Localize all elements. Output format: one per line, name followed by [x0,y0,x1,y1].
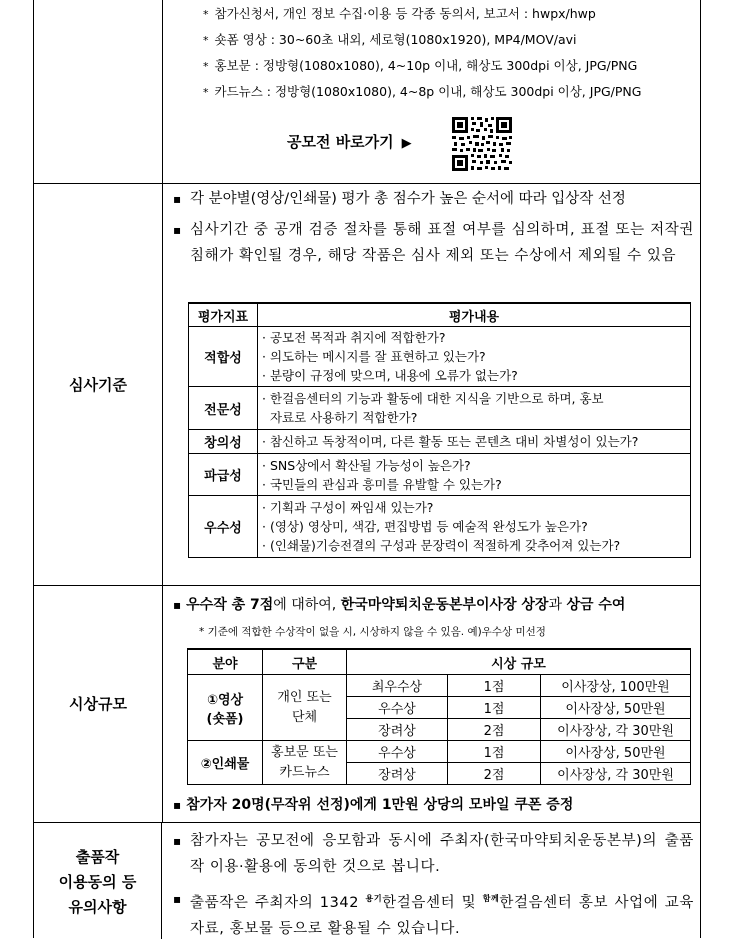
evaluation-table [188,302,691,558]
table-row [189,327,691,387]
usage-section [34,822,700,939]
eval-value: · 기획과 구성이 짜임새 있는가? · (영상) 영상미, 색감, 편집방법 등 예술적 완성도가 높은가? · (인쇄물)기승전결의 구성과 문장력이 적절하게 갖추어져 있는가? [258,496,691,558]
awards-prize: 최우수상 [347,675,448,697]
coupon-line: ▪ 참가자 20명(무작위 선정)에게 1만원 상당의 모바일 쿠폰 증정 [173,797,574,813]
awards-label: 시상규모 [34,586,163,823]
usage-label: 출품작 이용동의 등 유의사항 [34,823,162,939]
awards-prize: 우수상 [347,741,448,763]
submission-item: * 홍보문 : 정방형(1080x1080), 4~10p 이내, 해상도 300dpi 이상, JPG/PNG [203,58,638,73]
awards-content [163,586,700,823]
document-table [33,0,701,938]
awards-reward: 이사장상, 50만원 [541,741,691,763]
submission-item: * 카드뉴스 : 정방형(1080x1080), 4~8p 이내, 해상도 300dpi 이상, JPG/PNG [203,84,642,99]
bullet-icon: ▪ [173,798,182,812]
criteria-bullet: ▪ 심사기간 중 공개 검증 절차를 통해 표절 여부를 심의하며, 표절 또는 저작권 침해가 확인될 경우, 해당 작품은 심사 제외 또는 수상에서 제외될 수 있음 [173,217,694,269]
submission-item: * 참가신청서, 개인 정보 수집·이용 등 각종 동의서, 보고서 : hwpx/hwp [203,6,596,21]
criteria-content [163,184,700,586]
awards-category-individual: 개인 또는 단체 [263,675,347,741]
awards-count: 2점 [448,719,541,741]
submission-content [163,0,700,183]
awards-count: 1점 [448,741,541,763]
table-row [188,675,691,697]
table-row [189,387,691,430]
awards-reward: 이사장상, 각 30만원 [541,719,691,741]
awards-section [34,585,700,823]
awards-prize: 우수상 [347,697,448,719]
table-row [188,741,691,763]
eval-header-content: 평가내용 [258,303,691,327]
bullet-icon: ▪ [173,834,182,848]
eval-value: · 참신하고 독창적이며, 다른 활동 또는 콘텐츠 대비 차별성이 있는가? [258,430,691,454]
bullet-icon: ▪ [173,223,182,237]
awards-field-print: ②인쇄물 [188,741,263,785]
eval-key: 파급성 [189,454,258,496]
eval-key: 창의성 [189,430,258,454]
awards-count: 2점 [448,763,541,785]
criteria-bullet: ▪ 각 분야별(영상/인쇄물) 평가 총 점수가 높은 순서에 따라 입상작 선정 [173,186,694,212]
qr-code-icon[interactable] [451,116,513,172]
awards-header-category: 구분 [263,649,347,675]
usage-content [163,823,700,939]
awards-reward: 이사장상, 100만원 [541,675,691,697]
awards-header-field: 분야 [188,649,263,675]
usage-bullet: ▪ 참가자는 공모전에 응모함과 동시에 주최자(한국마약퇴치운동본부)의 출품작 이용·활용에 동의한 것으로 봅니다. [173,828,694,880]
criteria-label: 심사기준 [34,184,163,586]
contest-shortcut-link[interactable]: 공모전 바로가기 ▶ [287,133,412,151]
awards-table [187,648,691,785]
awards-header-scale: 시상 규모 [347,649,691,675]
awards-count: 1점 [448,697,541,719]
bullet-icon: ▪ [173,192,182,206]
table-row [189,496,691,558]
awards-category-print: 홍보문 또는 카드뉴스 [263,741,347,785]
bullet-icon: ▪ [173,892,182,906]
play-arrow-icon: ▶ [401,136,412,151]
submission-section [34,0,700,183]
bullet-icon: ▪ [173,598,182,612]
usage-bullet: ▪ 출품작은 주최자의 1342 $^{용기}$한걸음센터 및 $^{함께}$한걸음센터 홍보 사업에 교육자료, 홍보물 등으로 활용될 수 있습니다. [173,886,694,942]
awards-prize: 장려상 [347,719,448,741]
submission-label-cell [34,0,163,183]
awards-headline: ▪ 우수작 총 7점에 대하여, 한국마약퇴치운동본부이사장 상장과 상금 수여 [173,597,626,613]
eval-value: · 공모전 목적과 취지에 적합한가? · 의도하는 메시지를 잘 표현하고 있는가? · 분량이 규정에 맞으며, 내용에 오류가 없는가? [258,327,691,387]
eval-key: 적합성 [189,327,258,387]
submission-item: * 숏폼 영상 : 30~60초 내외, 세로형(1080x1920), MP4/MOV/avi [203,32,577,47]
eval-value: · 한걸음센터의 기능과 활동에 대한 지식을 기반으로 하며, 홍보 자료로 사용하기 적합한가? [258,387,691,430]
eval-value: · SNS상에서 확산될 가능성이 높은가? · 국민들의 관심과 흥미를 유발할 수 있는가? [258,454,691,496]
eval-key: 우수성 [189,496,258,558]
awards-field-video: ①영상 (숏폼) [188,675,263,741]
awards-prize: 장려상 [347,763,448,785]
awards-note: * 기준에 적합한 수상작이 없을 시, 시상하지 않을 수 있음. 예)우수상 미선정 [199,626,546,638]
awards-count: 1점 [448,675,541,697]
criteria-section [34,183,700,586]
eval-key: 전문성 [189,387,258,430]
awards-reward: 이사장상, 50만원 [541,697,691,719]
eval-header-indicator: 평가지표 [189,303,258,327]
table-row [189,454,691,496]
awards-reward: 이사장상, 각 30만원 [541,763,691,785]
table-row [189,430,691,454]
